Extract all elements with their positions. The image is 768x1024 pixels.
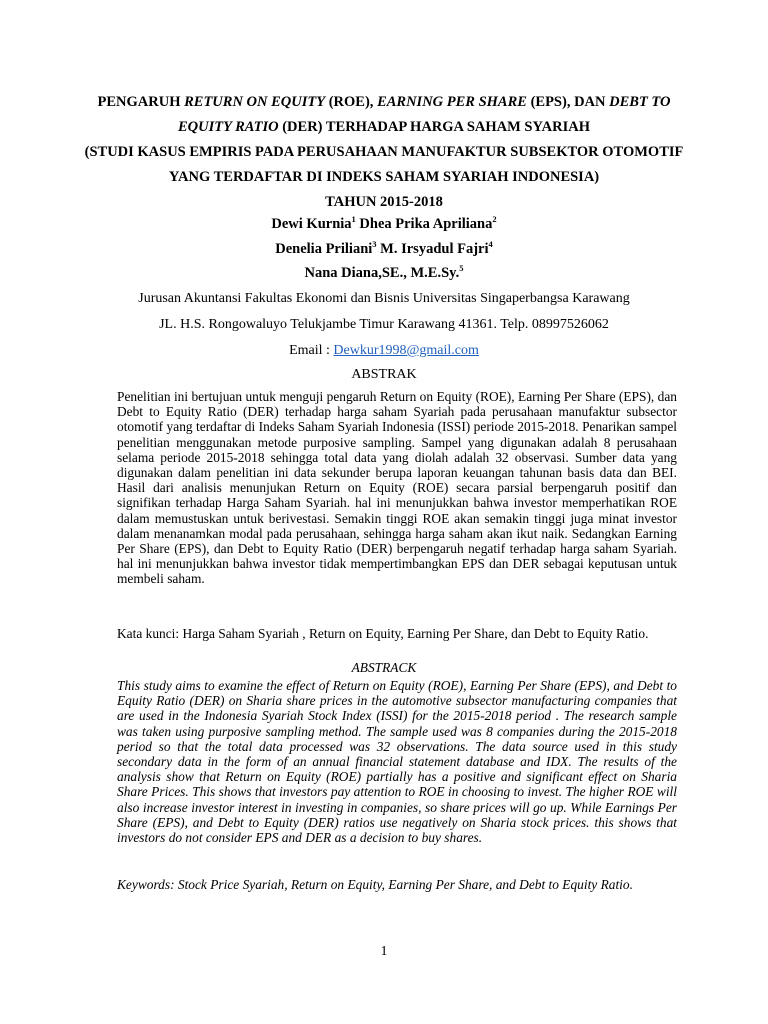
page-number: 1 — [380, 944, 388, 959]
title-line-3: (STUDI KASUS EMPIRIS PADA PERUSAHAAN MANUFAKTUR SUBSEKTOR OTOMOTIF — [84, 144, 684, 160]
email-label: Email : — [289, 343, 334, 358]
author-name: Dewi Kurnia — [271, 216, 352, 232]
email-line — [60, 338, 708, 364]
address: JL. H.S. Rongowaluyo Telukjambe Timur Karawang 41361. Telp. 08997526062 — [159, 317, 609, 332]
institution: Jurusan Akuntansi Fakultas Ekonomi dan Bisnis Universitas Singaperbangsa Karawang — [138, 291, 630, 306]
author-name: Dhea Prika Apriliana — [355, 216, 493, 232]
author-name: Denelia Priliani — [275, 240, 373, 257]
author-affiliation-mark: 1 — [351, 214, 356, 225]
author-affiliation-mark: 4 — [488, 238, 493, 249]
affiliation-block — [60, 286, 708, 364]
abstract-heading-en: ABSTRACK — [351, 660, 417, 675]
author-line-3 — [60, 261, 708, 286]
abstract-body-en: This study aims to examine the effect of Return on Equity (ROE), Earning Per Share (EPS), and Debt to Equity Ratio (DER) on Sharia share prices in the automotive subsector manufacturing companies that are used in the Indonesia Syariah Stock Index (ISSI) for the 2015-2018 period . The research sample was taken using purposive sampling method. The sample used was 8 companies during the 2015-2018 period so that the total data processed was 32 observations. The data source used in this study secondary data in the form of an annual financial statement database and IDX. The results of the analysis show that Return on Equity (ROE) partially has a positive and significant effect on Sharia Share Prices. This shows that investors pay attention to ROE in choosing to invest. The higher ROE will also increase investor interest in investing in companies, so share prices will go up. While Earnings Per Share (EPS), and Debt to Equity (DER) ratios use negatively on Sharia stock prices. this shows that investors do not consider EPS and DER as a decision to buy shares. — [117, 678, 677, 846]
author-list — [60, 212, 708, 286]
author-line-1 — [60, 212, 708, 237]
email-link[interactable]: Dewkur1998@gmail.com — [333, 343, 479, 358]
author-affiliation-mark: 2 — [492, 214, 497, 225]
title-year: TAHUN 2015-2018 — [325, 194, 443, 210]
abstract-body-id: Penelitian ini bertujuan untuk menguji pengaruh Return on Equity (ROE), Earning Per Share (EPS), dan Debt to Equity Ratio (DER) terhadap harga saham Syariah pada perusahaan manufaktur subsector otomotif yang terdaftar di Indeks Saham Syariah Indonesia (ISSI) periode 2015-2018. Penarikan sampel penelitian menggunakan metode purposive sampling. Sampel yang digunakan adalah 8 perusahaan selama periode 2015-2018 sehingga total data yang diolah adalah 32 observasi. Sumber data yang digunakan dalam penelitian ini data sekunder berupa laporan keuangan tahunan basis data dan BEI. Hasil dari analisis menunjukan Return on Equity (ROE) secara parsial berpengaruh positif dan signifikan terhadap Harga Saham Syariah. hal ini menunjukkan bahwa investor memperhatikan ROE dalam memustuskan untuk berivestasi. Semakin tinggi ROE akan semakin tinggi juga minat investor dalam menanamkan modal pada perusahaan, sehingga harga saham akan ikut naik. Sedangkan Earning Per Share (EPS), dan Debt to Equity Ratio (DER) berpengaruh negatif terhadap harga saham Syariah. hal ini menunjukkan bahwa investor tidak mempertimbangkan EPS dan DER sebagai keputusan untuk membeli saham. — [117, 389, 677, 587]
title-line-2: EQUITY RATIO (DER) TERHADAP HARGA SAHAM SYARIAH — [178, 119, 590, 135]
keywords-en: Keywords: Stock Price Syariah, Return on Equity, Earning Per Share, and Debt to Equity Ratio. — [117, 877, 633, 892]
author-line-2 — [60, 237, 708, 262]
title-line-1: PENGARUH RETURN ON EQUITY (ROE), EARNING PER SHARE (EPS), DAN DEBT TO — [97, 94, 671, 110]
paper-title — [60, 90, 708, 215]
author-affiliation-mark: 5 — [459, 263, 464, 274]
abstract-heading-id: ABSTRAK — [351, 367, 417, 382]
keywords-id: Kata kunci: Harga Saham Syariah , Return on Equity, Earning Per Share, dan Debt to Equity Ratio. — [117, 626, 649, 641]
author-name: M. Irsyadul Fajri — [376, 240, 489, 257]
author-name: Nana Diana,SE., M.E.Sy. — [304, 265, 460, 281]
title-line-4: YANG TERDAFTAR DI INDEKS SAHAM SYARIAH INDONESIA) — [168, 169, 600, 185]
author-affiliation-mark: 3 — [372, 238, 377, 249]
